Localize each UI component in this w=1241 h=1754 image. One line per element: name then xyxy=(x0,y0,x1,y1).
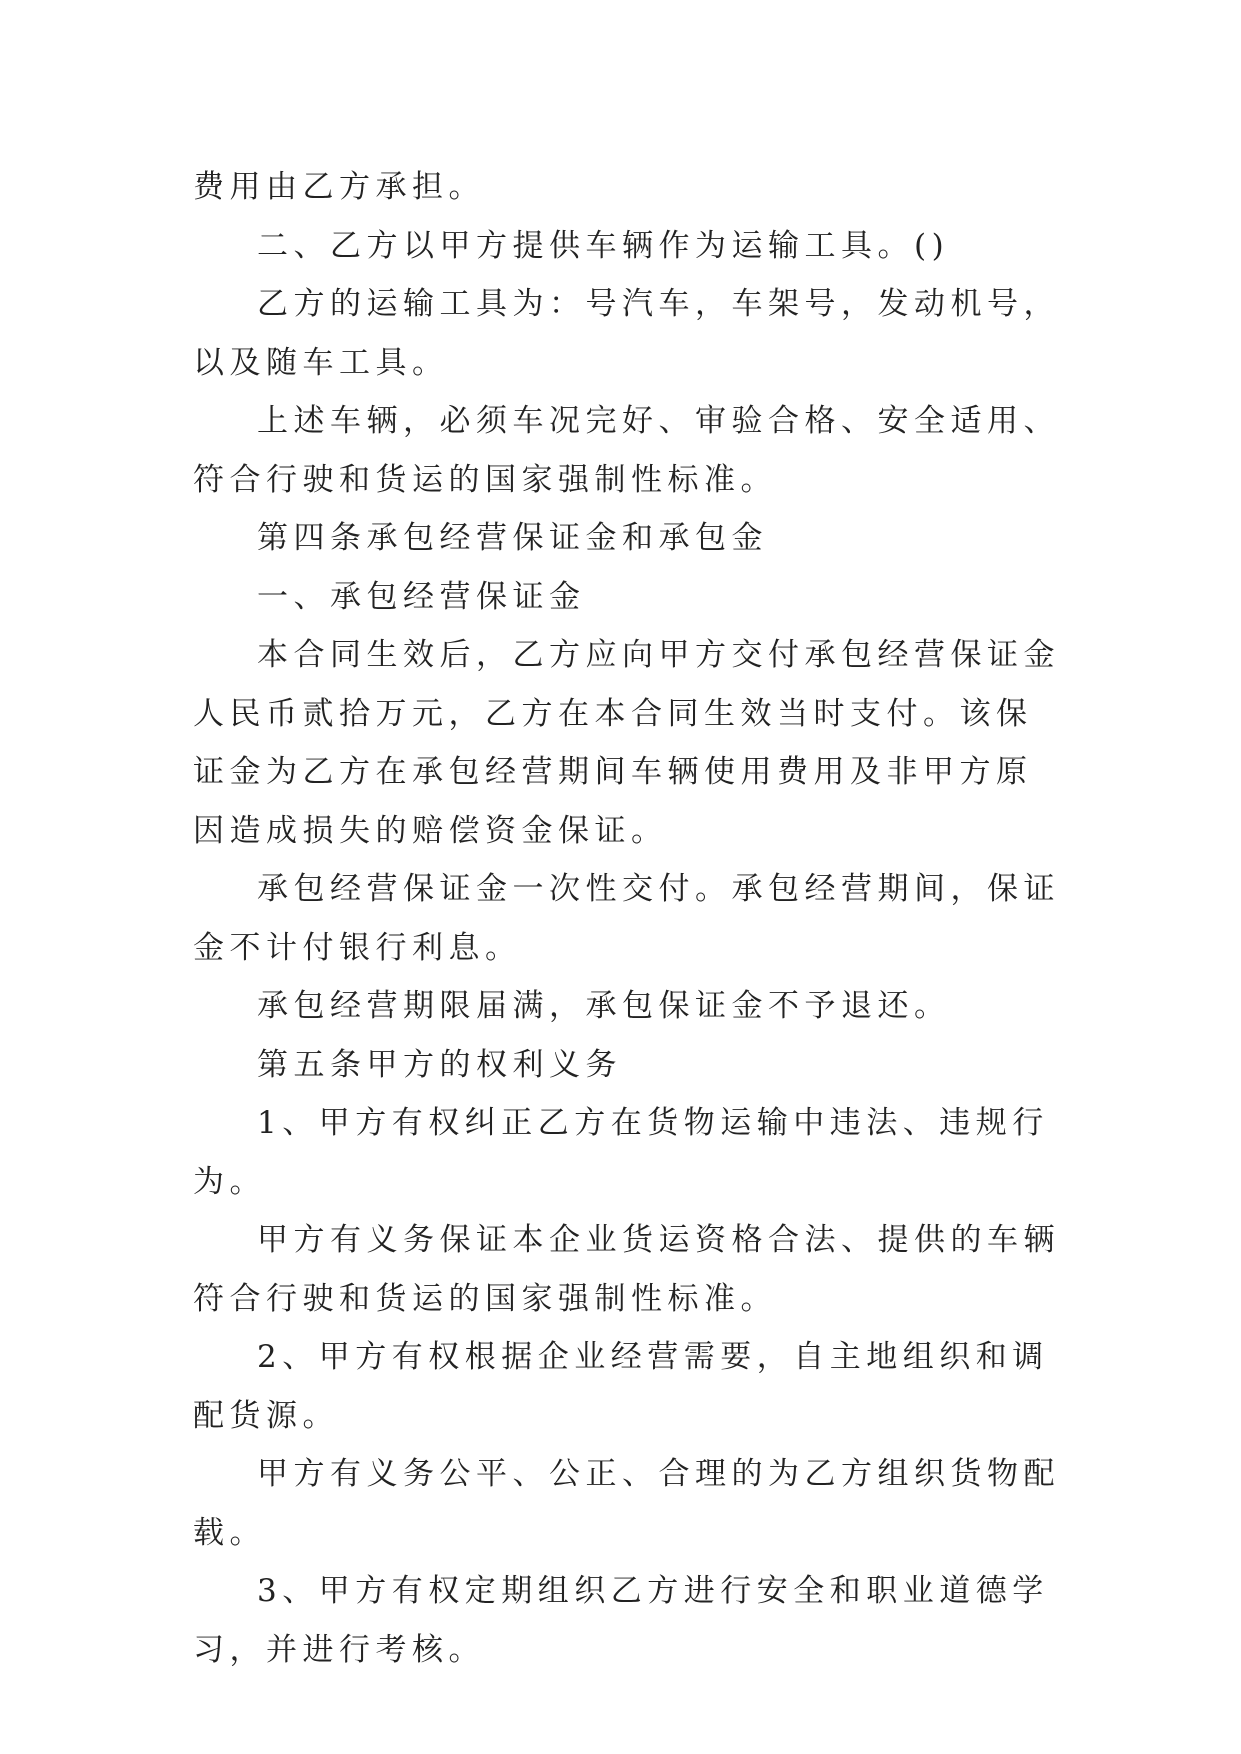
paragraph: 承包经营保证金一次性交付。承包经营期间，保证金不计付银行利息。 xyxy=(193,871,1060,966)
paragraph: 二、乙方以甲方提供车辆作为运输工具。() xyxy=(257,227,950,264)
paragraph: 乙方的运输工具为：号汽车，车架号，发动机号，以及随车工具。 xyxy=(193,286,1060,381)
paragraph: 甲方有义务公平、公正、合理的为乙方组织货物配载。 xyxy=(193,1456,1060,1551)
paragraph: 上述车辆，必须车况完好、审验合格、安全适用、符合行驶和货运的国家强制性标准。 xyxy=(193,403,1060,498)
list-item: 2、甲方有权根据企业经营需要，自主地组织和调配货源。 xyxy=(193,1339,1049,1434)
section-heading: 第四条承包经营保证金和承包金 xyxy=(257,520,768,556)
section-heading: 第五条甲方的权利义务 xyxy=(257,1046,622,1083)
list-item: 1、甲方有权纠正乙方在货物运输中违法、违规行为。 xyxy=(193,1105,1049,1200)
list-item: 3、甲方有权定期组织乙方进行安全和职业道德学习，并进行考核。 xyxy=(193,1573,1049,1668)
paragraph: 承包经营期限届满，承包保证金不予退还。 xyxy=(257,988,951,1024)
paragraph: 甲方有义务保证本企业货运资格合法、提供的车辆符合行驶和货运的国家强制性标准。 xyxy=(193,1222,1060,1317)
paragraph: 费用由乙方承担。 xyxy=(193,169,485,205)
paragraph: 本合同生效后，乙方应向甲方交付承包经营保证金人民币贰拾万元，乙方在本合同生效当时支付。该保证金为乙方在承包经营期间车辆使用费用及非甲方原因造成损失的赔偿资金保证。 xyxy=(193,637,1060,849)
subsection-heading: 一、承包经营保证金 xyxy=(257,578,586,615)
document-body xyxy=(193,158,1063,1679)
